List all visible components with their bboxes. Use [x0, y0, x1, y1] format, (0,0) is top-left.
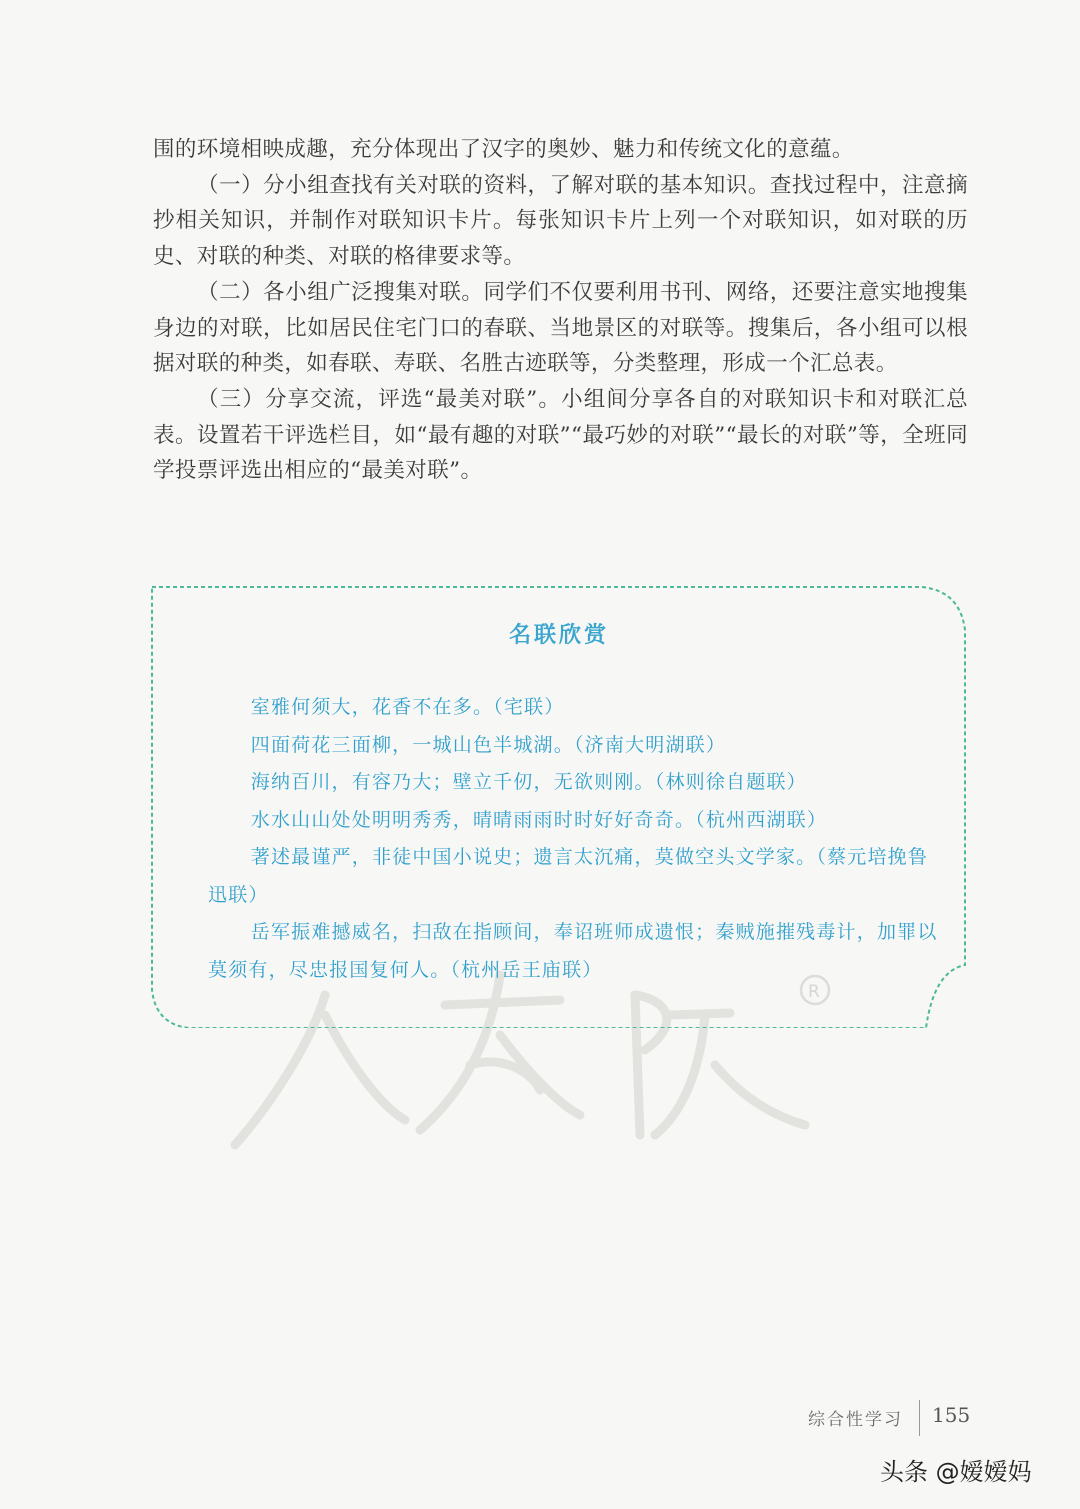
couplet-item: 室雅何须大，花香不在多。（宅联）: [250, 696, 565, 718]
couplet-item: 四面荷花三面柳，一城山色半城湖。（济南大明湖联）: [250, 733, 727, 756]
famous-couplets-card: [150, 585, 968, 1028]
body-text: [153, 132, 968, 489]
svg-text:R: R: [808, 982, 820, 1002]
paragraph-continuation: 围的环境相映成趣，充分体现出了汉字的奥妙、魅力和传统文化的意蕴。: [153, 137, 854, 162]
paragraph-step-1: （一）分小组查找有关对联的资料，了解对联的基本知识。查找过程中，注意摘抄相关知识，并制作对联知识卡片。每张知识卡片上列一个对联知识，如对联的历史、对联的种类、对联的格律要求等。: [153, 172, 968, 270]
paragraph-step-3: （三）分享交流，评选“最美对联”。小组间分享各自的对联知识卡和对联汇总表。设置若干评选栏目，如“最有趣的对联”“最巧妙的对联”“最长的对联”等，全班同学投票评选出相应的“最美对联”。: [153, 386, 968, 484]
paragraph-step-2: （二）各小组广泛搜集对联。同学们不仅要利用书刊、网络，还要注意实地搜集身边的对联，比如居民住宅门口的春联、当地景区的对联等。搜集后，各小组可以根据对联的种类，如春联、寿联、名胜古迹联等，分类整理，形成一个汇总表。: [153, 279, 968, 377]
couplet-item: 岳军振难撼威名，扫敌在指顾间，奉诏班师成遗恨；秦贼施摧残毒计，加罪以莫须有，尽忠报国复何人。（杭州岳王庙联）: [208, 921, 938, 981]
couplet-list: [208, 689, 943, 989]
footer-divider: [919, 1400, 920, 1436]
couplet-item: 著述最谨严，非徒中国小说史；遗言太沉痛，莫做空头文学家。（蔡元培挽鲁迅联）: [208, 846, 929, 906]
couplet-item: 水水山山处处明明秀秀，晴晴雨雨时时好好奇奇。（杭州西湖联）: [250, 808, 828, 831]
section-label: 综合性学习: [808, 1410, 903, 1430]
source-watermark-tag: 头条 @嫒嫒妈: [880, 1458, 1032, 1486]
card-title: 名联欣赏: [508, 622, 609, 648]
page-number: 155: [932, 1403, 971, 1427]
couplet-item: 海纳百川，有容乃大；壁立千仞，无欲则刚。（林则徐自题联）: [250, 771, 807, 793]
